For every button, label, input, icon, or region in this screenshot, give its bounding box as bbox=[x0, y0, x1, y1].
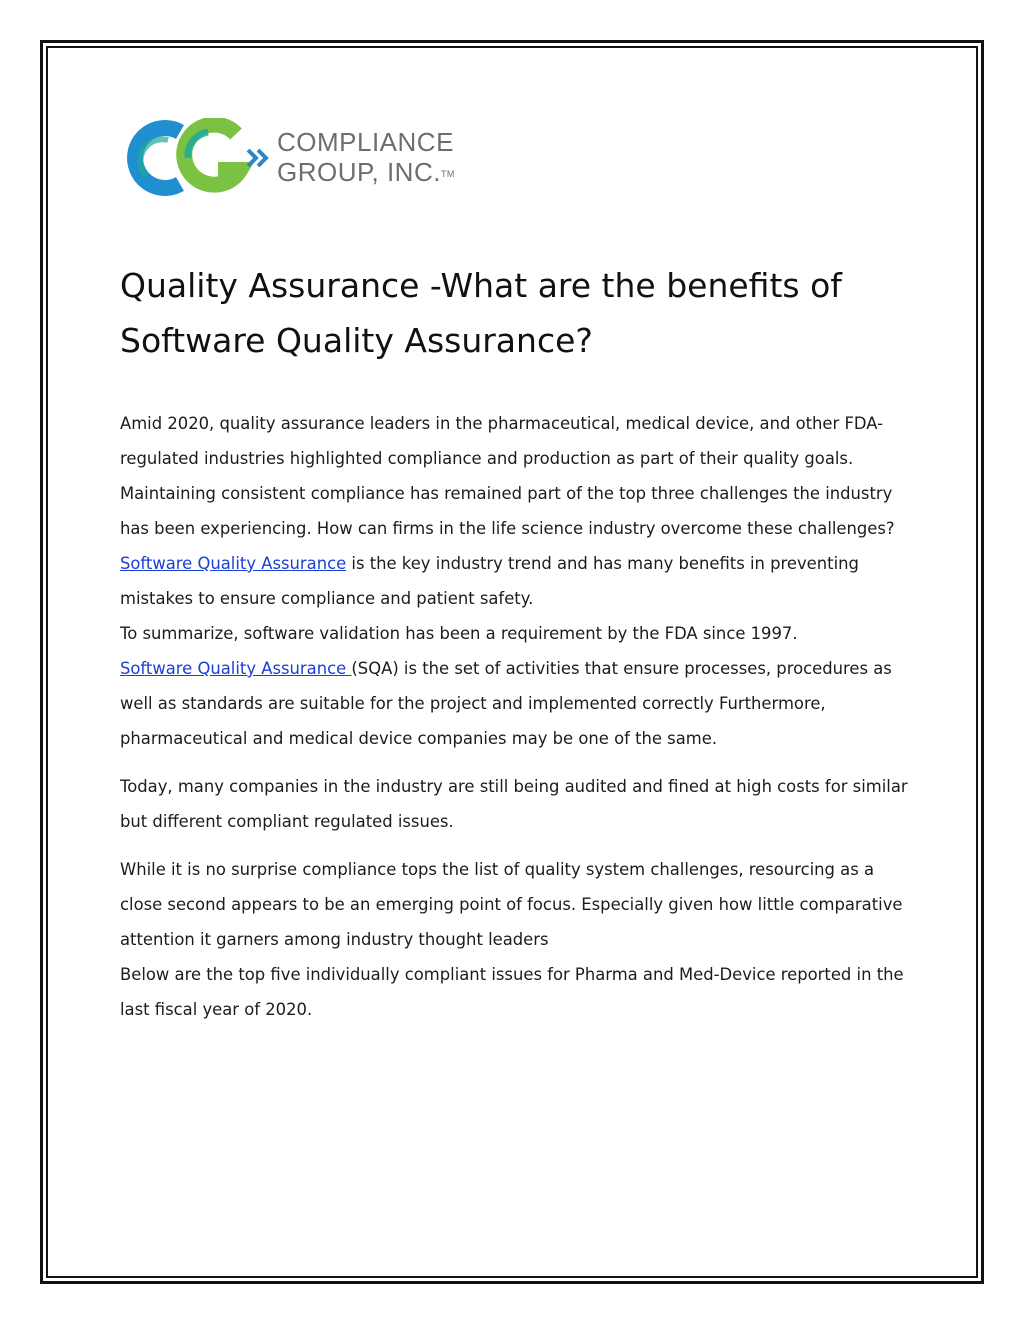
paragraph-top-five: Below are the top five individually compliant issues for Pharma and Med-Device reported in the last fiscal year of 2020. bbox=[120, 965, 904, 1019]
logo-line-2 bbox=[277, 157, 455, 187]
sqa-link-1[interactable]: Software Quality Assurance bbox=[120, 554, 347, 573]
paragraph-intro-text-end: is the key industry trend and has many benefits in preventing mistakes to ensure compliance and patient safety. bbox=[120, 554, 859, 608]
document-body bbox=[120, 406, 920, 1027]
paragraph-sqa-definition-text: (SQA) is the set of activities that ensure processes, procedures as well as standards are suitable for the project and implemented correctly Furthermore, pharmaceutical and medical device companies may be one of the same. bbox=[120, 659, 892, 748]
paragraph-intro-text: Amid 2020, quality assurance leaders in the pharmaceutical, medical device, and other FDA-regulated industries highlighted compliance and production as part of their quality goals. Maintaining consistent compliance has remained part of the top three challenges the industry has been experiencing. How can firms in the life science industry overcome these challenges? bbox=[120, 414, 895, 538]
logo-line-2-text: GROUP, INC. bbox=[277, 157, 441, 187]
paragraph-resourcing: While it is no surprise compliance tops the list of quality system challenges, resourcing as a close second appears to be an emerging point of focus. Especially given how little comparative attention it garners among industry thought leaders bbox=[120, 860, 903, 949]
logo-wordmark bbox=[277, 127, 455, 187]
paragraph-sqa-definition bbox=[120, 651, 920, 756]
paragraph-audits: Today, many companies in the industry are still being audited and fined at high costs for similar but different compliant regulated issues. bbox=[120, 777, 908, 831]
paragraph-summary: To summarize, software validation has been a requirement by the FDA since 1997. bbox=[120, 624, 798, 643]
sqa-link-2[interactable]: Software Quality Assurance bbox=[120, 659, 352, 678]
logo-line-1: COMPLIANCE bbox=[277, 127, 454, 157]
trademark-mark: TM bbox=[440, 169, 455, 179]
paragraph-intro bbox=[120, 406, 920, 616]
document-title: Quality Assurance -What are the benefits of Software Quality Assurance? bbox=[120, 266, 842, 360]
